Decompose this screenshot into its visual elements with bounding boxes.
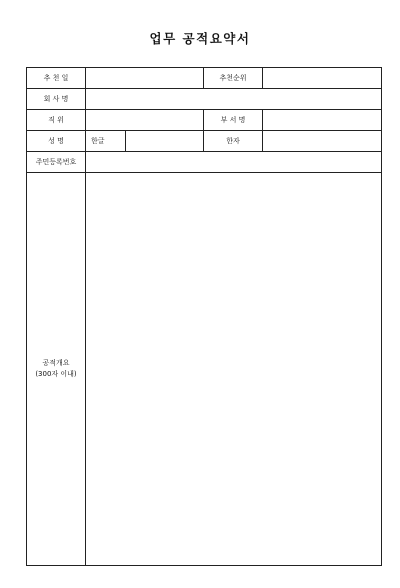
- recommend-rank-label: 추천순위: [204, 68, 263, 89]
- row-summary: [27, 173, 382, 566]
- recommend-date-label: 추 천 일: [27, 68, 86, 89]
- summary-field[interactable]: [86, 173, 382, 566]
- summary-label-line2: (300자 이내): [35, 370, 77, 378]
- document-title: 업무 공적요약서: [149, 31, 251, 46]
- name-hangul-field[interactable]: [126, 131, 204, 152]
- row-company: [27, 89, 382, 110]
- row-resident-number: [27, 152, 382, 173]
- position-field[interactable]: [86, 110, 204, 131]
- recommend-date-field[interactable]: [86, 68, 204, 89]
- resident-number-label: 주민등록번호: [27, 152, 86, 173]
- summary-label: [27, 173, 86, 566]
- summary-label-line1: 공적개요: [42, 359, 70, 367]
- hanja-label: 한자: [204, 131, 263, 152]
- company-field[interactable]: [86, 89, 382, 110]
- department-label: 부 서 명: [204, 110, 263, 131]
- company-label: 회 사 명: [27, 89, 86, 110]
- row-position: [27, 110, 382, 131]
- department-field[interactable]: [263, 110, 382, 131]
- hangul-label: 한글: [86, 131, 126, 152]
- merit-summary-form: [26, 67, 382, 566]
- recommend-rank-field[interactable]: [263, 68, 382, 89]
- position-label: 직 위: [27, 110, 86, 131]
- row-recommend: [27, 68, 382, 89]
- name-hanja-field[interactable]: [263, 131, 382, 152]
- name-label: 성 명: [27, 131, 86, 152]
- resident-number-field[interactable]: [86, 152, 382, 173]
- row-name: [27, 131, 382, 152]
